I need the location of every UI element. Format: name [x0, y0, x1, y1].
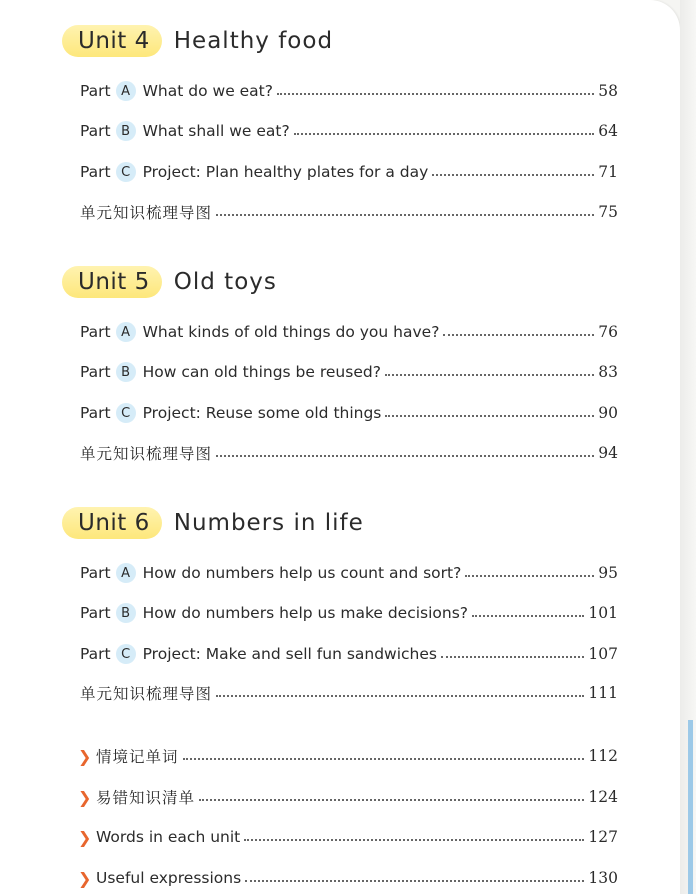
unit-label: Unit 4 — [62, 25, 162, 57]
dot-leader — [245, 880, 584, 882]
dot-leader — [385, 374, 594, 376]
chevron-right-icon: ❯ — [78, 868, 92, 888]
entry-title: How do numbers help us make decisions? — [142, 604, 469, 622]
dot-leader — [244, 839, 584, 841]
toc-entry[interactable] — [80, 160, 618, 184]
unit-header — [62, 23, 333, 59]
unit-header — [62, 505, 364, 541]
toc-entry[interactable] — [80, 561, 618, 585]
part-word: Part — [80, 323, 111, 341]
dot-leader — [216, 214, 594, 216]
part-word: Part — [80, 163, 111, 181]
part-word: Part — [80, 404, 111, 422]
dot-leader — [385, 415, 594, 417]
appendix-entry[interactable] — [78, 825, 618, 849]
part-word: Part — [80, 363, 111, 381]
entry-title: Useful expressions — [96, 869, 242, 887]
toc-entry[interactable] — [80, 360, 618, 384]
part-letter-badge: A — [116, 563, 136, 583]
unit-header — [62, 264, 277, 300]
part-letter-badge: B — [116, 362, 136, 382]
page-number: 76 — [598, 323, 618, 341]
part-word: Part — [80, 604, 111, 622]
page-number: 112 — [588, 747, 618, 765]
toc-entry-summary[interactable] — [80, 681, 618, 705]
chevron-right-icon: ❯ — [78, 787, 92, 807]
dot-leader — [465, 575, 594, 577]
toc-entry-summary[interactable] — [80, 200, 618, 224]
page-number: 94 — [598, 444, 618, 462]
toc-entry[interactable] — [80, 79, 618, 103]
unit-label: Unit 5 — [62, 266, 162, 298]
appendix-entry[interactable] — [78, 744, 618, 768]
toc-entry-summary[interactable] — [80, 441, 618, 465]
dot-leader — [277, 93, 594, 95]
appendix-entry[interactable] — [78, 866, 618, 890]
entry-title: What shall we eat? — [142, 122, 290, 140]
entry-title: 单元知识梳理导图 — [80, 204, 213, 222]
dot-leader — [441, 656, 584, 658]
part-letter-badge: B — [116, 121, 136, 141]
dot-leader — [472, 615, 584, 617]
part-letter-badge: C — [116, 162, 136, 182]
entry-title: Project: Reuse some old things — [142, 404, 382, 422]
entry-title: How can old things be reused? — [142, 363, 381, 381]
entry-title: Project: Make and sell fun sandwiches — [142, 645, 437, 663]
dot-leader — [432, 174, 594, 176]
edge-tab — [688, 720, 693, 894]
part-word: Part — [80, 122, 111, 140]
toc-entry[interactable] — [80, 320, 618, 344]
unit-title: Numbers in life — [173, 510, 364, 536]
unit-title: Old toys — [173, 269, 277, 295]
entry-title: What kinds of old things do you have? — [142, 323, 440, 341]
page-number: 95 — [598, 564, 618, 582]
part-letter-badge: A — [116, 322, 136, 342]
page-number: 124 — [588, 788, 618, 806]
toc-entry[interactable] — [80, 642, 618, 666]
part-letter-badge: A — [116, 81, 136, 101]
page-number: 64 — [598, 122, 618, 140]
page-number: 83 — [598, 363, 618, 381]
entry-title: 情境记单词 — [96, 748, 179, 766]
entry-title: 单元知识梳理导图 — [80, 685, 213, 703]
page-number: 90 — [598, 404, 618, 422]
part-word: Part — [80, 564, 111, 582]
page-number: 101 — [588, 604, 618, 622]
appendix-entry[interactable] — [78, 785, 618, 809]
part-letter-badge: B — [116, 603, 136, 623]
page-number: 75 — [598, 203, 618, 221]
toc-entry[interactable] — [80, 601, 618, 625]
page-number: 111 — [588, 684, 618, 702]
dot-leader — [294, 133, 595, 135]
page-number: 127 — [588, 828, 618, 846]
dot-leader — [183, 758, 585, 760]
dot-leader — [199, 799, 584, 801]
entry-title: 易错知识清单 — [96, 789, 196, 807]
entry-title: Words in each unit — [96, 828, 241, 846]
entry-title: What do we eat? — [142, 82, 273, 100]
part-word: Part — [80, 82, 111, 100]
chevron-right-icon: ❯ — [78, 746, 92, 766]
part-letter-badge: C — [116, 644, 136, 664]
part-letter-badge: C — [116, 403, 136, 423]
entry-title: 单元知识梳理导图 — [80, 445, 213, 463]
page-number: 71 — [598, 163, 618, 181]
dot-leader — [216, 695, 584, 697]
toc-entry[interactable] — [80, 401, 618, 425]
dot-leader — [216, 455, 594, 457]
page-number: 58 — [598, 82, 618, 100]
entry-title: Project: Plan healthy plates for a day — [142, 163, 429, 181]
chevron-right-icon: ❯ — [78, 827, 92, 847]
dot-leader — [443, 334, 594, 336]
unit-title: Healthy food — [173, 28, 334, 54]
unit-label: Unit 6 — [62, 507, 162, 539]
part-word: Part — [80, 645, 111, 663]
page-number: 107 — [588, 645, 618, 663]
entry-title: How do numbers help us count and sort? — [142, 564, 462, 582]
toc-entry[interactable] — [80, 119, 618, 143]
page-number: 130 — [588, 869, 618, 887]
